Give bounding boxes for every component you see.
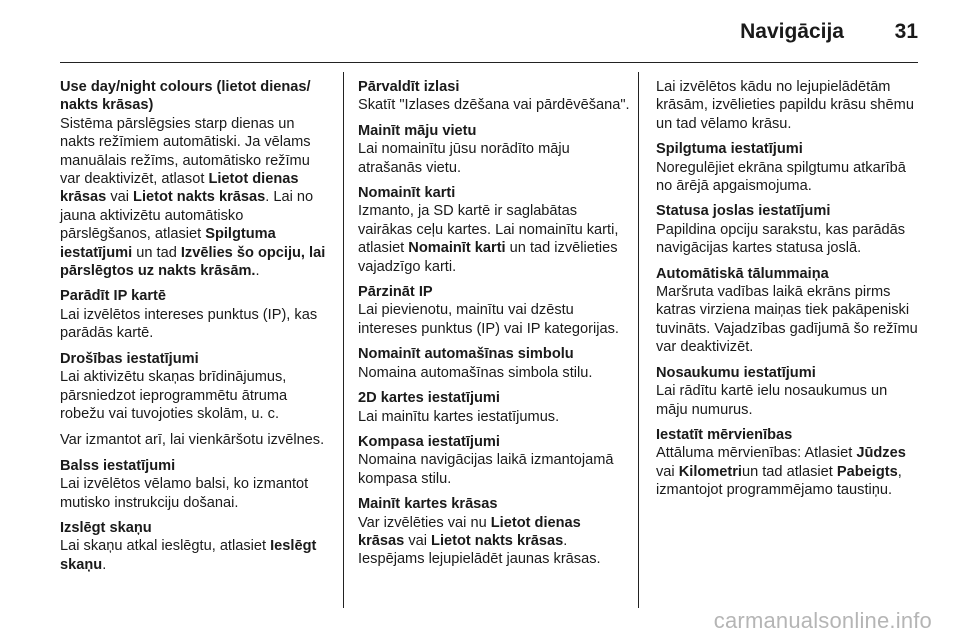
section-heading: Pārvaldīt izlasi [358,79,460,95]
section-car-symbol [358,345,630,382]
column-divider-1 [343,72,344,608]
section-heading: Balss iestatījumi [60,457,176,474]
watermark: carmanualsonline.info [713,608,932,633]
text-run: Izmanto, ja SD kartē ir saglabātas vairākas ceļu kartes. Lai nomainītu karti, atlasiet [358,203,619,257]
page-header [0,0,960,60]
section-text: Noregulējiet ekrāna spilgtumu atkarībā no ārējā apgaismojuma. [656,159,906,195]
bold-term: Spilgtuma iestatījumi [60,226,276,261]
section-safety-settings [60,350,328,450]
bold-term: Lietot dienas krāsas [60,171,299,206]
text-run: Lai skaņu atkal ieslēgtu, atlasiet [60,538,271,555]
section-heading: Mainīt kartes krāsas [358,496,498,513]
section-day-night-colours [60,78,328,280]
section-text: Maršruta vadības laikā ekrāns pirms katras virziena maiņas tiek pakāpeniski tuvināts. Vajadzības gadījumā šo režīmu var deaktivizēt. [656,284,918,356]
text-run: un tad atlasiet [741,463,837,480]
section-auto-zoom [656,265,918,357]
text-run: vai [656,463,679,480]
section-text: Lai mainītu kartes iestatījumus. [358,408,560,425]
section-text: Lai rādītu kartē ielu nosaukumus un māju numurus. [656,383,888,418]
section-text: Lai pievienotu, mainītu vai dzēstu intereses punktus (IP) vai IP kategorijas. [358,302,619,337]
section-heading: Nomainīt automašīnas simbolu [358,346,574,363]
text-run: Attāluma mērvienības: Atlasiet [656,445,857,462]
bold-term: Kilometri [678,463,742,480]
bold-term: Ieslēgt skaņu [60,538,317,573]
section-compass-settings [358,433,630,488]
section-status-bar-settings [656,202,918,257]
section-text: Nomaina automašīnas simbola stilu. [358,364,593,381]
bold-term: Lietot nakts krāsas [431,532,564,549]
section-map-colours [358,495,630,569]
section-change-map [358,184,630,276]
section-heading: Parādīt IP kartē [60,288,166,305]
section-show-poi [60,287,328,342]
text-run: un tad izvēlieties vajadzīgo karti. [358,240,618,275]
section-text [656,444,918,499]
page-number: 31 [894,20,918,43]
page-title: Navigācija [740,20,844,43]
bold-term: Lietot dienas krāsas [358,514,581,549]
section-2d-map-settings [358,389,630,426]
section-text [60,537,328,574]
text-run: vai [404,532,432,549]
section-heading: Izslēgt skaņu [60,519,152,536]
column-3 [656,78,918,507]
bold-term: Nomainīt karti [408,240,506,257]
section-text: Lai izvēlētos intereses punktus (IP), kas parādās kartē. [60,306,318,342]
section-heading: Nosaukumu iestatījumi [656,364,816,381]
section-text: Lai nomainītu jūsu norādīto māju atrašanās vietu. [358,141,570,176]
section-heading: Statusa joslas iestatījumi [656,203,831,220]
section-text: Papildina opciju sarakstu, kas parādās navigācijas kartes statusa joslā. [656,221,906,257]
text-run: . Iespējams lejupielādēt jaunas krāsas. [358,532,601,568]
section-text: Nomaina navigācijas laikā izmantojamā kompasa stilu. [358,452,614,487]
text-run: un tad [132,244,181,261]
section-text: Lai izvēlētos vēlamo balsi, ko izmantot mutisko instrukciju došanai. [60,476,309,511]
column-divider-2 [638,72,639,608]
text-run: , izmantojot programmējamo taustiņu. [656,463,902,499]
text-run: . Lai no jauna aktivizētu automātisko pārslēgšanos, atlasiet [60,189,314,243]
section-set-units [656,426,918,500]
text-run: . [102,556,107,573]
text-run: Sistēma pārslēgsies starp dienas un nakts režīmiem automātiski. Ja vēlams manuālais režīms, automātisko režīmu var deaktivizēt, atlasot [60,115,311,188]
section-text [60,115,328,281]
section-manage-poi [358,283,630,338]
text-run: . [255,263,260,280]
section-heading: Nomainīt karti [358,185,456,202]
section-heading: Automātiskā tālummaiņa [656,265,829,282]
section-text: Lai izvēlētos kādu no lejupielādētām krāsām, izvēlieties papildu krāsu shēmu un tad vēlamo krāsu. [656,79,914,132]
section-heading: Mainīt māju vietu [358,122,477,139]
section-heading: Pārzināt IP [358,284,433,301]
text-run: Var izvēlēties vai nu [358,514,491,531]
section-heading: Spilgtuma iestatījumi [656,141,803,158]
bold-term: Izvēlies šo opciju, lai pārslēgtos uz nakts krāsām. [60,244,326,280]
header-divider [60,62,918,63]
column-2 [358,78,630,576]
section-text: Var izmantot arī, lai vienkāršotu izvēlnes. [60,432,325,449]
bold-term: Lietot nakts krāsas [133,189,266,206]
section-manage-favourites [358,78,630,115]
section-heading: Kompasa iestatījumi [358,433,500,450]
section-heading: Iestatīt mērvienības [656,426,793,443]
section-heading: Drošības iestatījumi [60,350,199,367]
column-1 [60,78,328,581]
section-change-home [358,122,630,177]
section-mute [60,519,328,574]
section-colour-continued [656,78,918,133]
section-text: Skatīt "Izlases dzēšana vai pārdēvēšana". [358,97,630,114]
section-heading: Use day/night colours (lietot dienas/ nakts krāsas) [60,79,311,114]
bold-term: Pabeigts [836,463,898,480]
bold-term: Jūdzes [856,445,906,462]
section-heading: 2D kartes iestatījumi [358,390,500,407]
section-text [358,202,630,276]
section-text [358,514,630,569]
section-name-settings [656,364,918,419]
section-brightness-settings [656,140,918,195]
section-text: Lai aktivizētu skaņas brīdinājumus, pārsniedzot ieprogrammētu ātruma robežu vai tuvojoties skolām, u. c. [60,369,288,422]
section-voice-settings [60,457,328,512]
text-run: vai [106,189,134,206]
